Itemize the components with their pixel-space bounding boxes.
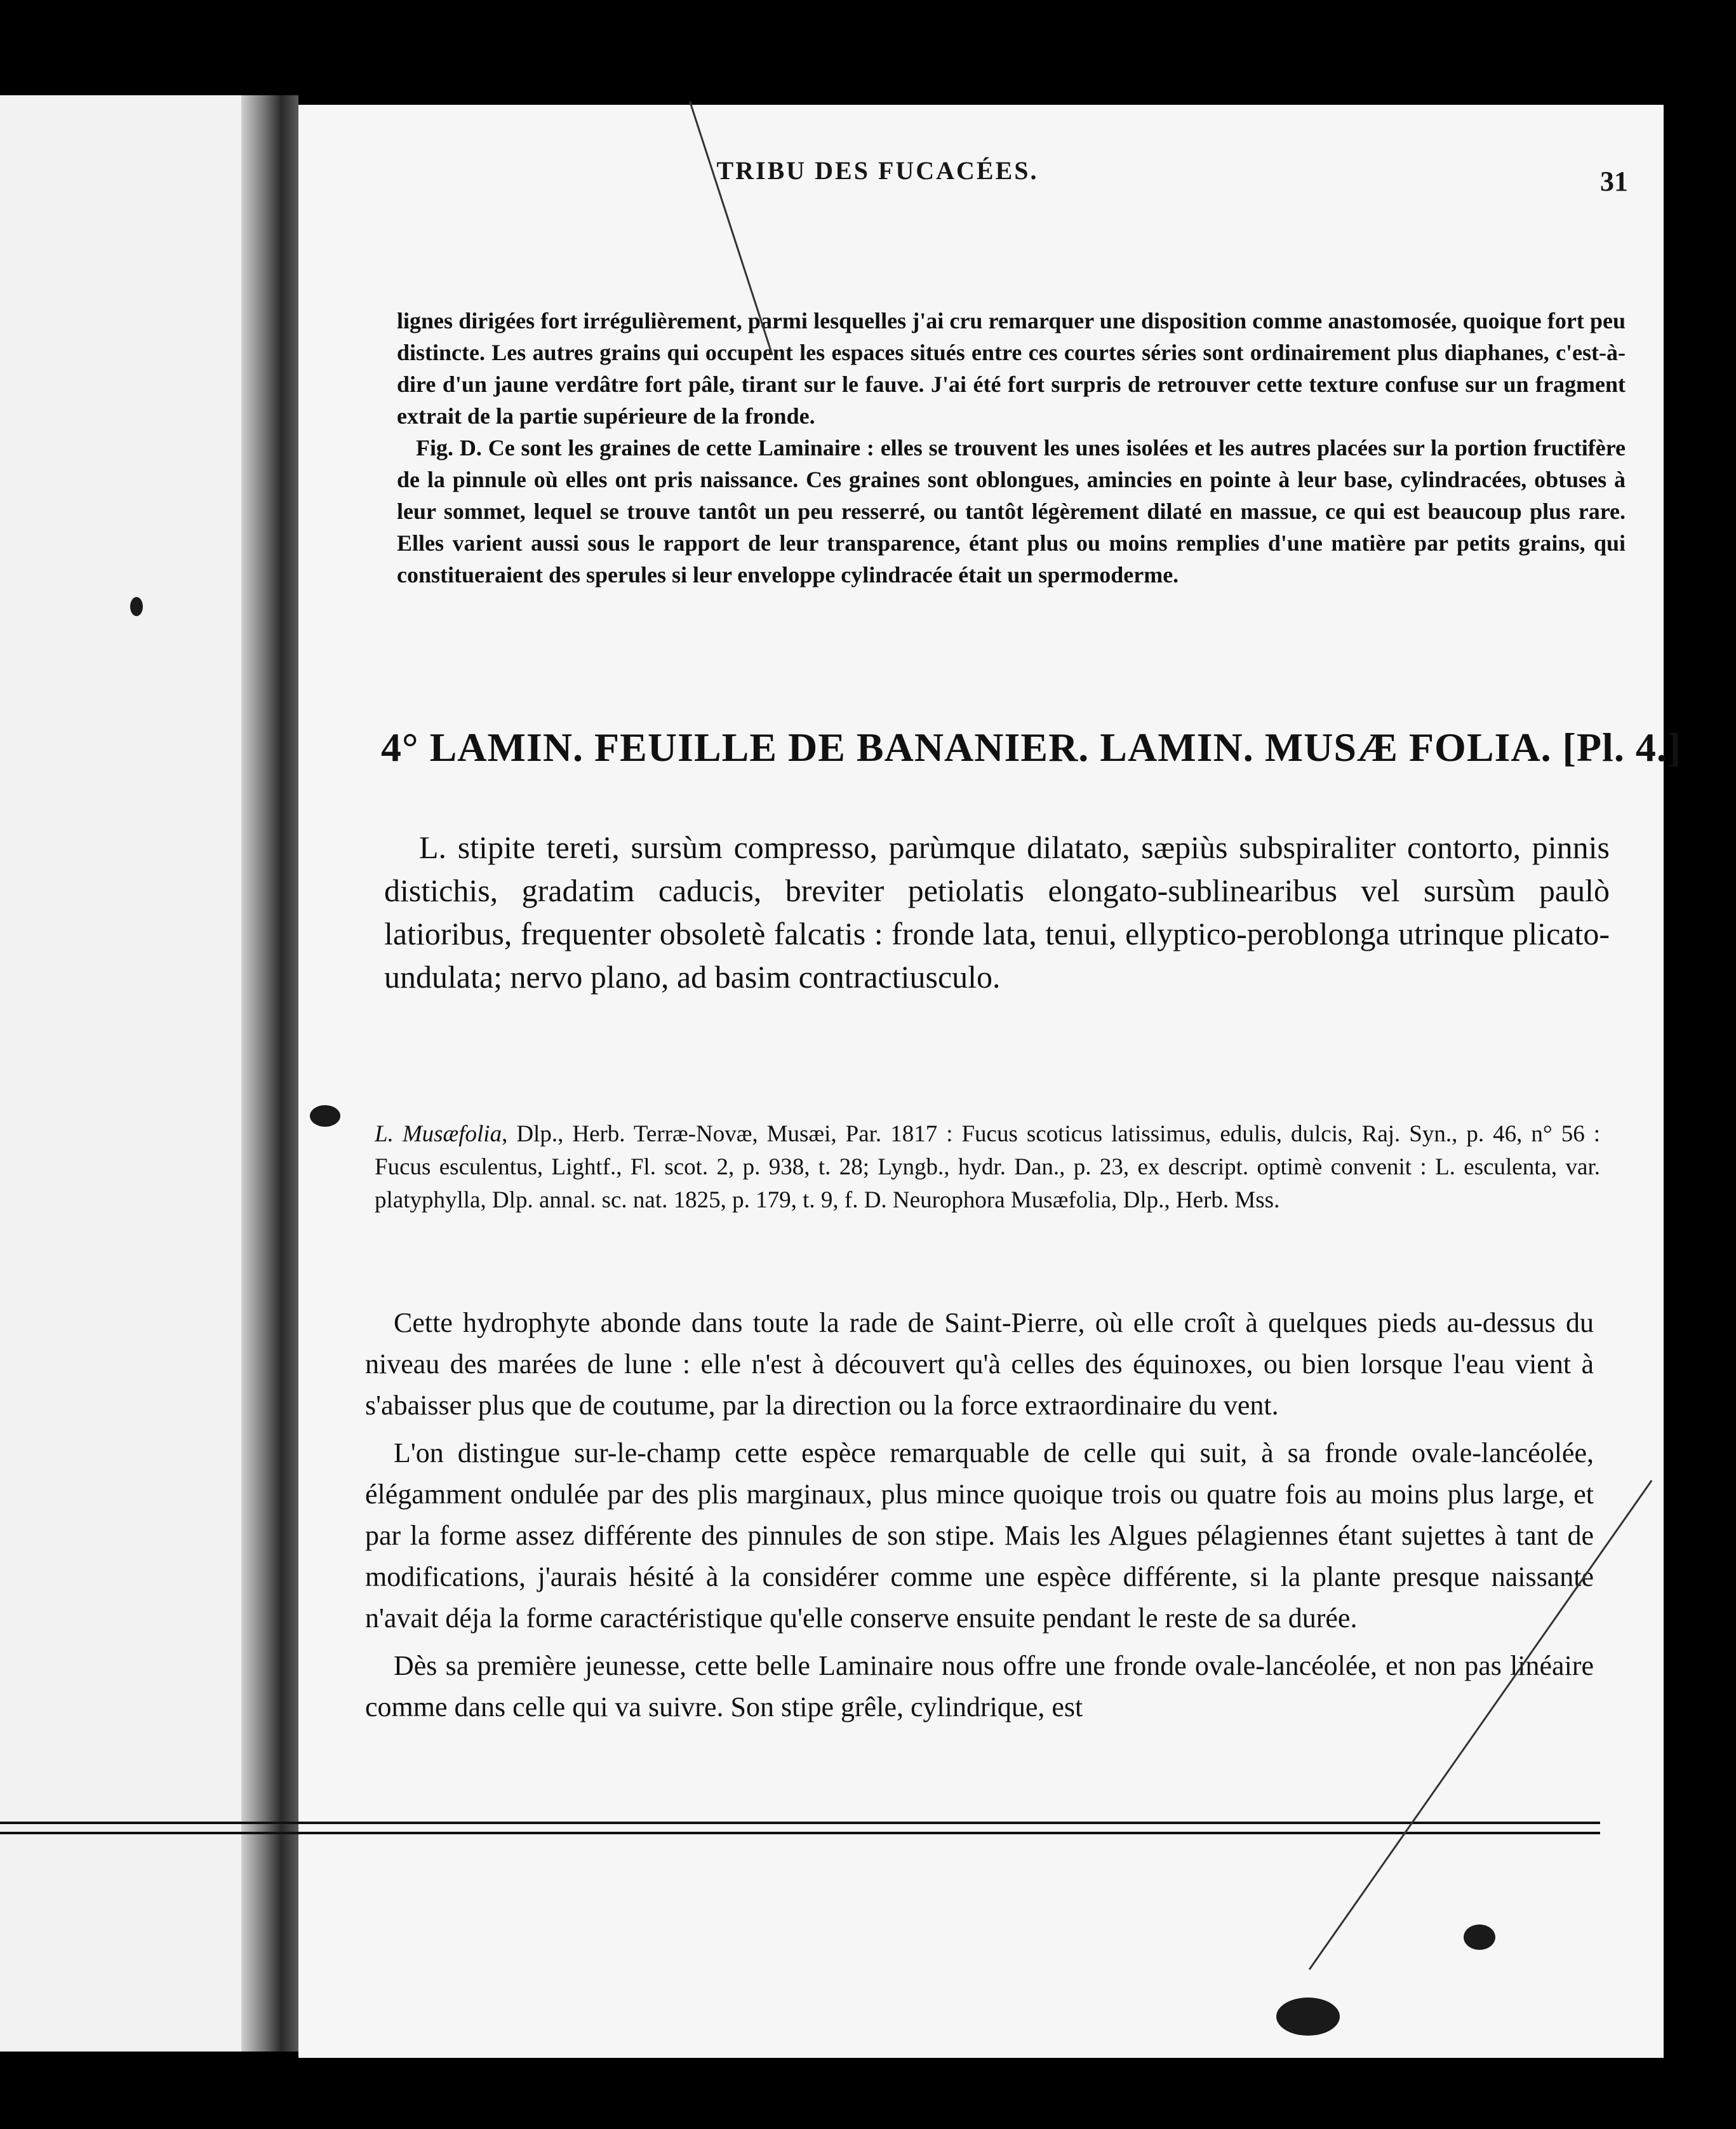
species-heading: 4° LAMIN. FEUILLE DE BANANIER. LAMIN. MUSÆ FOLIA. [Pl. 4.] xyxy=(381,725,1682,770)
latin-diagnosis: L. stipite tereti, sursùm compresso, parùmque dilatato, sæpiùs subspiraliter contorto, pinnis distichis, gradatim caducis, breviter petiolatis elongato-sublinearibus vel sursùm paulò latioribus, frequenter obsoletè falcatis : fronde lata, tenui, ellyptico-peroblonga utrinque plicato-undulata; nervo plano, ad basim contractiusculo. xyxy=(384,829,1610,995)
book-gutter xyxy=(241,95,298,2052)
page-number: 31 xyxy=(1600,166,1628,197)
scan-crease-line xyxy=(0,1822,1600,1824)
ink-blot xyxy=(310,1105,340,1127)
figure-description-part-2: Fig. D. Ce sont les graines de cette Laminaire : elles se trouvent les unes isolées et les autres placées sur la portion fructifère de la pinnule où elles ont pris naissance. Ces graines sont oblongues, amincies en pointe à leur base, cylindracées, obtuses à leur sommet, lequel se trouve tantôt un peu resserré, ou tantôt légèrement dilaté en massue, ce qui est beaucoup plus rare. Elles varient aussi sous le rapport de leur transparence, étant plus ou moins remplies d'une matière par petits grains, qui constitueraient des sperules si leur enveloppe cylindracée était un spermoderme. xyxy=(397,435,1626,588)
body-paragraph-1: Cette hydrophyte abonde dans toute la rade de Saint-Pierre, où elle croît à quelques pieds au-dessus du niveau des marées de lune : elle n'est à découvert qu'à celles des équinoxes, ou bien lorsque l'eau vient à s'abaisser plus que de coutume, par la direction ou la force extraordinaire du vent. xyxy=(365,1307,1594,1421)
figure-description-part-1: lignes dirigées fort irrégulièrement, parmi lesquelles j'ai cru remarquer une disposition comme anastomosée, quoique fort peu distincte. Les autres grains qui occupent les espaces situés entre ces courtes séries sont ordinairement plus diaphanes, c'est-à-dire d'un jaune verdâtre fort pâle, tirant sur le fauve. J'ai été fort surpris de retrouver cette texture confuse sur un fragment extrait de la partie supérieure de la fronde. xyxy=(397,308,1626,429)
ink-mark-left xyxy=(130,597,143,616)
synonymy-block xyxy=(375,1118,1600,1217)
left-page-fragment xyxy=(0,95,254,2052)
ink-blot-small xyxy=(1464,1924,1495,1950)
body-paragraph-3: Dès sa première jeunesse, cette belle Laminaire nous offre une fronde ovale-lancéolée, et non pas linéaire comme dans celle qui va suivre. Son stipe grêle, cylindrique, est xyxy=(365,1650,1594,1723)
ink-blot-bottom xyxy=(1276,1998,1340,2036)
body-paragraph-2: L'on distingue sur-le-champ cette espèce remarquable de celle qui suit, à sa fronde ovale-lancéolée, élégamment ondulée par des plis marginaux, plus mince quoique trois ou quatre fois au moins plus large, et par la forme assez différente des pinnules de son stipe. Mais les Algues pélagiennes étant sujettes à tant de modifications, j'aurais hésité à la considérer comme une espèce différente, si la plante presque naissante n'avait déja la forme caractéristique qu'elle conserve ensuite pendant le reste de sa durée. xyxy=(365,1437,1594,1634)
scan-crease-line-2 xyxy=(0,1832,1600,1834)
body-text xyxy=(365,1302,1594,1734)
synonymy-text: , Dlp., Herb. Terræ-Novæ, Musæi, Par. 1817 : Fucus scoticus latissimus, edulis, dulcis, Raj. Syn., p. 46, n° 56 : Fucus esculentus, Lightf., Fl. scot. 2, p. 938, t. 28; Lyngb., hydr. Dan., p. 23, ex descript. optimè convenit : L. esculenta, var. platyphylla, Dlp. annal. sc. nat. 1825, p. 179, t. 9, f. D. Neurophora Musæfolia, Dlp., Herb. Mss. xyxy=(375,1121,1600,1213)
synonymy-lead: L. Musæfolia xyxy=(375,1121,502,1147)
figure-description xyxy=(397,305,1626,591)
running-head: TRIBU DES FUCACÉES. xyxy=(716,156,1039,185)
